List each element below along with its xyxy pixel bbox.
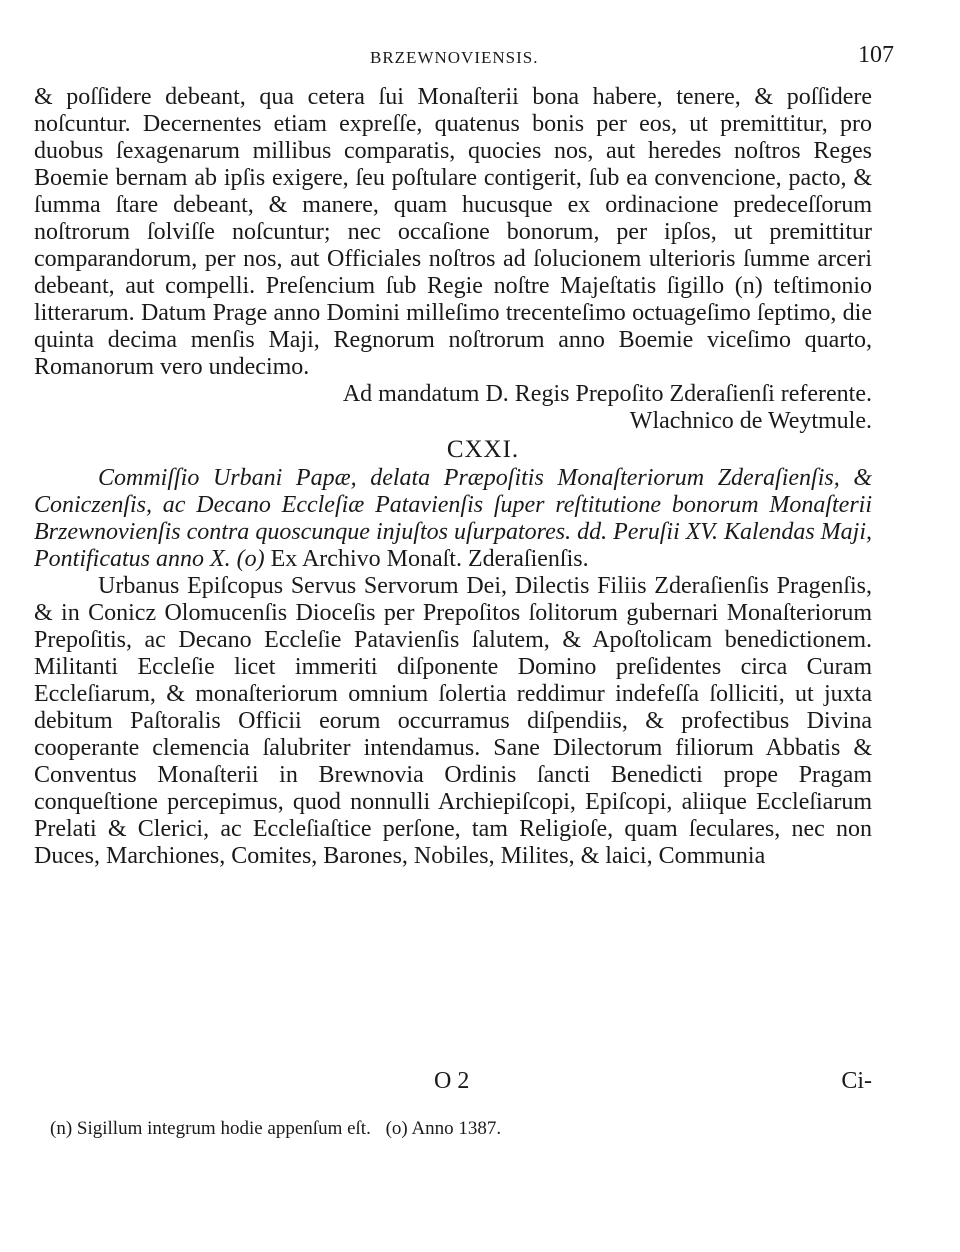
regest-source: Ex Archivo Monaſt. Zderaſienſis.	[270, 546, 589, 572]
charter-text-paragraph: & poſſidere debeant, qua cetera ſui Monaſterii bona habere, tenere, & poſſidere noſcuntur. Decernentes etiam expreſſe, quatenus bonis per eos, ut premittitur, pro duobus ſexagenarum millibus comparatis, quocies nos, aut heredes noſtros Reges Boemie bernam ab ipſis exigere, ſeu poſtulare contigerit, ſub ea convencione, pacto, & ſumma ſtare debeant, & manere, quam hucusque ex ordinacione predeceſſorum noſtrorum ſolviſſe noſcuntur; nec occaſione bonorum, per ipſos, ut premittitur comparandorum, per nos, aut Officiales noſtros ad ſolucionem ulterioris ſumme arceri debeant, aut compelli. Preſencium ſub Regie noſtre Majeſtatis ſigillo (n) teſtimonio litterarum. Datum Prage anno Domini milleſimo trecenteſimo octuageſimo ſeptimo, die quinta decima menſis Maji, Regnorum noſtrorum anno Boemie viceſimo quarto, Romanorum vero undecimo.	[34, 84, 872, 380]
footnote-o: (o) Anno 1387.	[385, 1118, 502, 1139]
catchword: Ci-	[841, 1068, 872, 1094]
running-title: BRZEWNOVIENSIS.	[370, 48, 539, 67]
footnote-n: (n) Sigillum integrum hodie appenſum eſt.	[50, 1118, 371, 1139]
document-number: CXXI.	[446, 436, 520, 463]
page-number: 107	[858, 42, 894, 68]
catchline	[34, 1068, 872, 1098]
scribe-name: Wlachnico de Weytmule.	[629, 408, 872, 434]
signature-mark: O 2	[434, 1068, 470, 1094]
chancery-note: Ad mandatum D. Regis Prepoſito Zderaſienſi referente.	[342, 381, 872, 407]
main-text	[34, 84, 872, 870]
bull-text-paragraph: Urbanus Epiſcopus Servus Servorum Dei, Dilectis Filiis Zderaſienſis Pragenſis, & in Conicz Olomucenſis Dioceſis per Prepoſitos ſolitorum gubernari Monaſteriorum Prepoſitis, ac Decano Eccleſie Patavienſis ſalutem, & Apoſtolicam benedictionem. Militanti Eccleſie licet immeriti diſponente Domino preſidentes circa Curam Eccleſiarum, & monaſteriorum omnium ſolertia reddimur indefeſſa ſolliciti, ut juxta debitum Paſtoralis Officii eorum occurramus diſpendiis, & profectibus Divina cooperante clemencia ſalubriter intendamus. Sane Dilectorum filiorum Abbatis & Conventus Monaſterii in Brewnovia Ordinis ſancti Benedicti prope Pragam conqueſtione percepimus, quod nonnulli Archiepiſcopi, Epiſcopi, aliique Eccleſiarum Prelati & Clerici, ac Eccleſiaſtice perſone, tam Religioſe, quam ſeculares, nec non Duces, Marchiones, Comites, Barones, Nobiles, Milites, & laici, Communia	[34, 573, 872, 869]
document-regest	[34, 465, 872, 573]
footnotes	[50, 1118, 870, 1140]
page-header	[0, 40, 960, 80]
regest-text: Commiſſio Urbani Papæ, delata Præpoſitis Monaſteriorum Zderaſienſis, & Coniczenſis, ac Decano Eccleſiæ Patavienſis ſuper reſtitutione bonorum Monaſterii Brzewnovienſis contra quoscunque injuſtos uſurpatores. dd. Peruſii XV. Kalendas Maji, Pontificatus anno X. (o)	[34, 465, 872, 572]
